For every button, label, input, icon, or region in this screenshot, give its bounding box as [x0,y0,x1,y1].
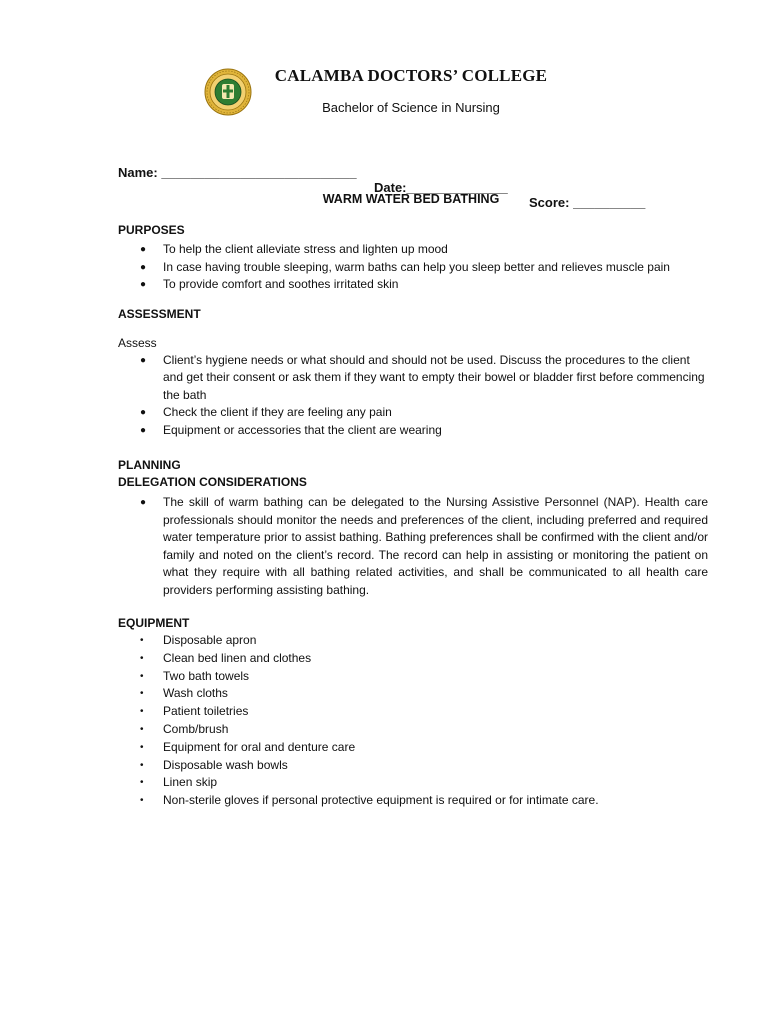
bullet-icon: ● [140,354,147,366]
bullet-icon: • [140,635,144,646]
assessment-heading: ASSESSMENT [118,306,201,321]
bullet-icon: ● [140,244,147,255]
bullet-icon: • [140,670,144,682]
bullet-icon: ● [140,497,147,508]
list-item: • Linen skip [118,774,708,792]
list-item: • Non-sterile gloves if personal protective equipment is required or for intimate care. [118,792,708,810]
bullet-icon: • [140,777,144,789]
list-item: • Clean bed linen and clothes [118,650,708,668]
list-item: • Wash cloths [118,685,708,703]
list-item: ● Check the client if they are feeling any pain [118,404,708,422]
name-field: Name: ___________________________ [118,165,357,180]
bullet-icon: ● [140,261,147,273]
list-item: • Disposable wash bowls [118,757,708,775]
list-item: ● In case having trouble sleeping, warm baths can help you sleep better and relieves muscle pain [118,259,708,277]
date-field: Date:______________ [374,180,508,195]
college-name: CALAMBA DOCTORS’ COLLEGE [274,66,548,85]
list-item: • Patient toiletries [118,703,708,721]
program-name: Bachelor of Science in Nursing [322,100,500,115]
bullet-icon: ● [140,407,147,418]
list-item: • Disposable apron [118,632,708,650]
score-field: Score: __________ [529,195,646,210]
list-item: ● To provide comfort and soothes irritated skin [118,276,708,294]
bullet-icon: • [140,795,144,807]
list-item: ● The skill of warm bathing can be delegated to the Nursing Assistive Personnel (NAP). Health care professionals should monitor the needs and preferences of the client, including preferred and required water temperature prior to assist bathing. Bathing preferences shall be confirmed with the client and/or family and noted on the client’s record. The record can help in assisting or monitoring the patient on what they require with all bathing related activities, and shall be communicated to all health care providers performing assisting bathing. [140,495,708,597]
equipment-heading: EQUIPMENT [118,616,190,630]
bullet-icon: • [140,723,144,735]
equipment-list [118,632,708,810]
list-item: • Equipment for oral and denture care [118,739,708,757]
assess-subheading: Assess [118,335,157,350]
list-item: • Two bath towels [118,668,708,686]
bullet-icon: • [140,741,144,753]
student-fields [118,150,678,225]
purposes-list [118,241,708,294]
procedure-title: WARM WATER BED BATHING [322,192,500,206]
list-item: ● Equipment or accessories that the client are wearing [118,422,708,440]
bullet-icon: • [140,759,144,771]
list-item: • Comb/brush [118,721,708,739]
list-item: ● To help the client alleviate stress and lighten up mood [118,241,708,259]
bullet-icon: ● [140,279,147,290]
planning-heading: PLANNING [118,458,181,472]
assessment-list [118,352,708,440]
bullet-icon: ● [140,424,147,436]
document-body [118,222,708,810]
delegation-list [118,494,708,599]
bullet-icon: • [140,688,144,700]
delegation-heading: DELEGATION CONSIDERATIONS [118,475,307,489]
list-item: ● Client’s hygiene needs or what should and should not be used. Discuss the procedures to the client and get their consent or ask them if they want to empty their bowel or bladder first before commencing the bath [140,352,705,402]
bullet-icon: • [140,706,144,718]
bullet-icon: • [140,652,144,664]
purposes-heading: PURPOSES [118,223,185,237]
